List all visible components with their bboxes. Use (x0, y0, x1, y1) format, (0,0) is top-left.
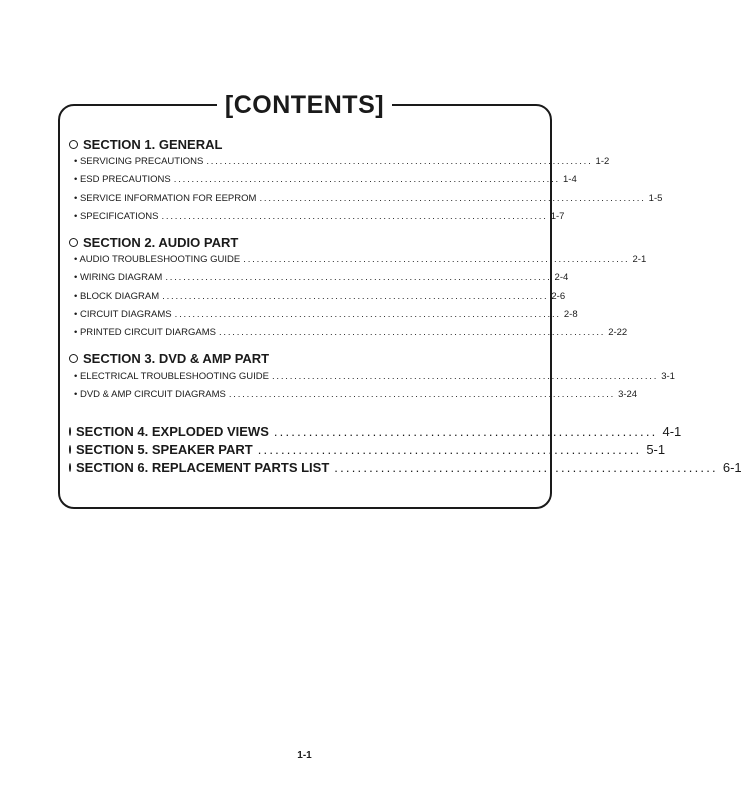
entry-label: • SERVICE INFORMATION FOR EEPROM (74, 192, 257, 204)
toc-entry[interactable] (74, 368, 675, 386)
entry-label: • AUDIO TROUBLESHOOTING GUIDE (74, 254, 241, 266)
toc-section-3 (68, 351, 675, 405)
section-heading[interactable] (68, 351, 530, 367)
section-heading-text: SECTION 3. DVD & AMP PART (83, 351, 270, 367)
entry-page: 2-8 (563, 309, 578, 321)
entry-page: 3-1 (661, 370, 675, 382)
entry-label: • CIRCUIT DIAGRAMS (74, 309, 172, 321)
entry-page: 2-4 (554, 272, 569, 284)
section-heading-text: SECTION 6. REPLACEMENT PARTS LIST (76, 459, 330, 475)
dot-leader: ....................................................................................... (161, 210, 548, 222)
toc-items (68, 251, 647, 342)
dot-leader: ....................................................................................... (162, 290, 549, 302)
entry-label: • BLOCK DIAGRAM (74, 290, 160, 302)
dot-leader: .................................................................. (257, 441, 642, 457)
entry-label: • DVD & AMP CIRCUIT DIAGRAMS (74, 388, 226, 400)
title-bar (0, 88, 609, 122)
entry-page: 5-1 (646, 441, 666, 457)
circle-bullet-icon (69, 238, 78, 247)
entry-label: • ELECTRICAL TROUBLESHOOTING GUIDE (74, 370, 269, 382)
toc-entry[interactable] (74, 251, 647, 269)
toc-top-sections (68, 422, 742, 476)
toc-items (68, 153, 663, 226)
toc-entry[interactable] (74, 269, 569, 287)
toc-items (68, 368, 675, 405)
toc-section-6[interactable] (68, 458, 742, 476)
toc-section-1 (68, 136, 663, 226)
entry-page: 2-22 (608, 327, 628, 339)
entry-page: 3-24 (618, 388, 638, 400)
section-heading[interactable] (68, 136, 530, 152)
entry-page: 2-6 (551, 290, 566, 302)
toc-section-2 (68, 234, 647, 342)
dot-leader: ....................................................................................... (259, 192, 646, 204)
circle-bullet-icon (69, 140, 78, 149)
dot-leader: .................................................................. (273, 423, 658, 439)
dot-leader: ....................................................................................... (174, 309, 561, 321)
toc-section-4[interactable] (68, 422, 682, 440)
dot-leader: .................................................................. (334, 459, 718, 475)
section-heading-text: SECTION 5. SPEAKER PART (76, 441, 253, 457)
toc-section-5[interactable] (68, 440, 666, 458)
entry-label: • SERVICING PRECAUTIONS (74, 156, 204, 167)
toc (68, 136, 742, 476)
entry-page: 1-2 (595, 156, 610, 167)
dot-leader: ....................................................................................... (271, 370, 659, 382)
circle-bullet-icon (69, 427, 71, 436)
section-heading-text: SECTION 4. EXPLODED VIEWS (76, 423, 269, 439)
dot-leader: ....................................................................................... (243, 254, 630, 266)
entry-page: 1-7 (550, 210, 565, 222)
circle-bullet-icon (69, 445, 71, 454)
circle-bullet-icon (69, 463, 71, 472)
circle-bullet-icon (69, 354, 78, 363)
entry-page: 1-5 (648, 192, 663, 204)
section-heading-text: SECTION 1. GENERAL (83, 136, 223, 152)
entry-label: • SPECIFICATIONS (74, 210, 159, 222)
dot-leader: ....................................................................................... (173, 174, 560, 186)
entry-label: • PRINTED CIRCUIT DIARGAMS (74, 327, 216, 339)
section-heading-text: SECTION 2. AUDIO PART (83, 234, 239, 250)
dot-leader: ....................................................................................... (218, 327, 606, 339)
toc-entry[interactable] (74, 324, 628, 342)
dot-leader: ....................................................................................... (206, 156, 593, 167)
toc-entry[interactable] (74, 306, 578, 324)
dot-leader: ....................................................................................... (165, 272, 552, 284)
toc-entry[interactable] (74, 190, 663, 208)
entry-label: • WIRING DIAGRAM (74, 272, 163, 284)
entry-page: 6-1 (722, 459, 742, 475)
section-heading[interactable] (68, 234, 530, 250)
page-title: [CONTENTS] (217, 88, 392, 122)
dot-leader: ....................................................................................... (228, 388, 616, 400)
entry-page: 2-1 (632, 254, 647, 266)
toc-entry[interactable] (74, 288, 566, 306)
page-number: 1-1 (297, 750, 312, 761)
entry-page: 4-1 (662, 423, 682, 439)
entry-page: 1-4 (563, 174, 577, 186)
toc-entry[interactable] (74, 171, 577, 189)
entry-label: • ESD PRECAUTIONS (74, 174, 171, 186)
toc-entry[interactable] (74, 386, 638, 404)
toc-entry[interactable] (74, 208, 565, 226)
toc-entry[interactable] (74, 153, 610, 171)
